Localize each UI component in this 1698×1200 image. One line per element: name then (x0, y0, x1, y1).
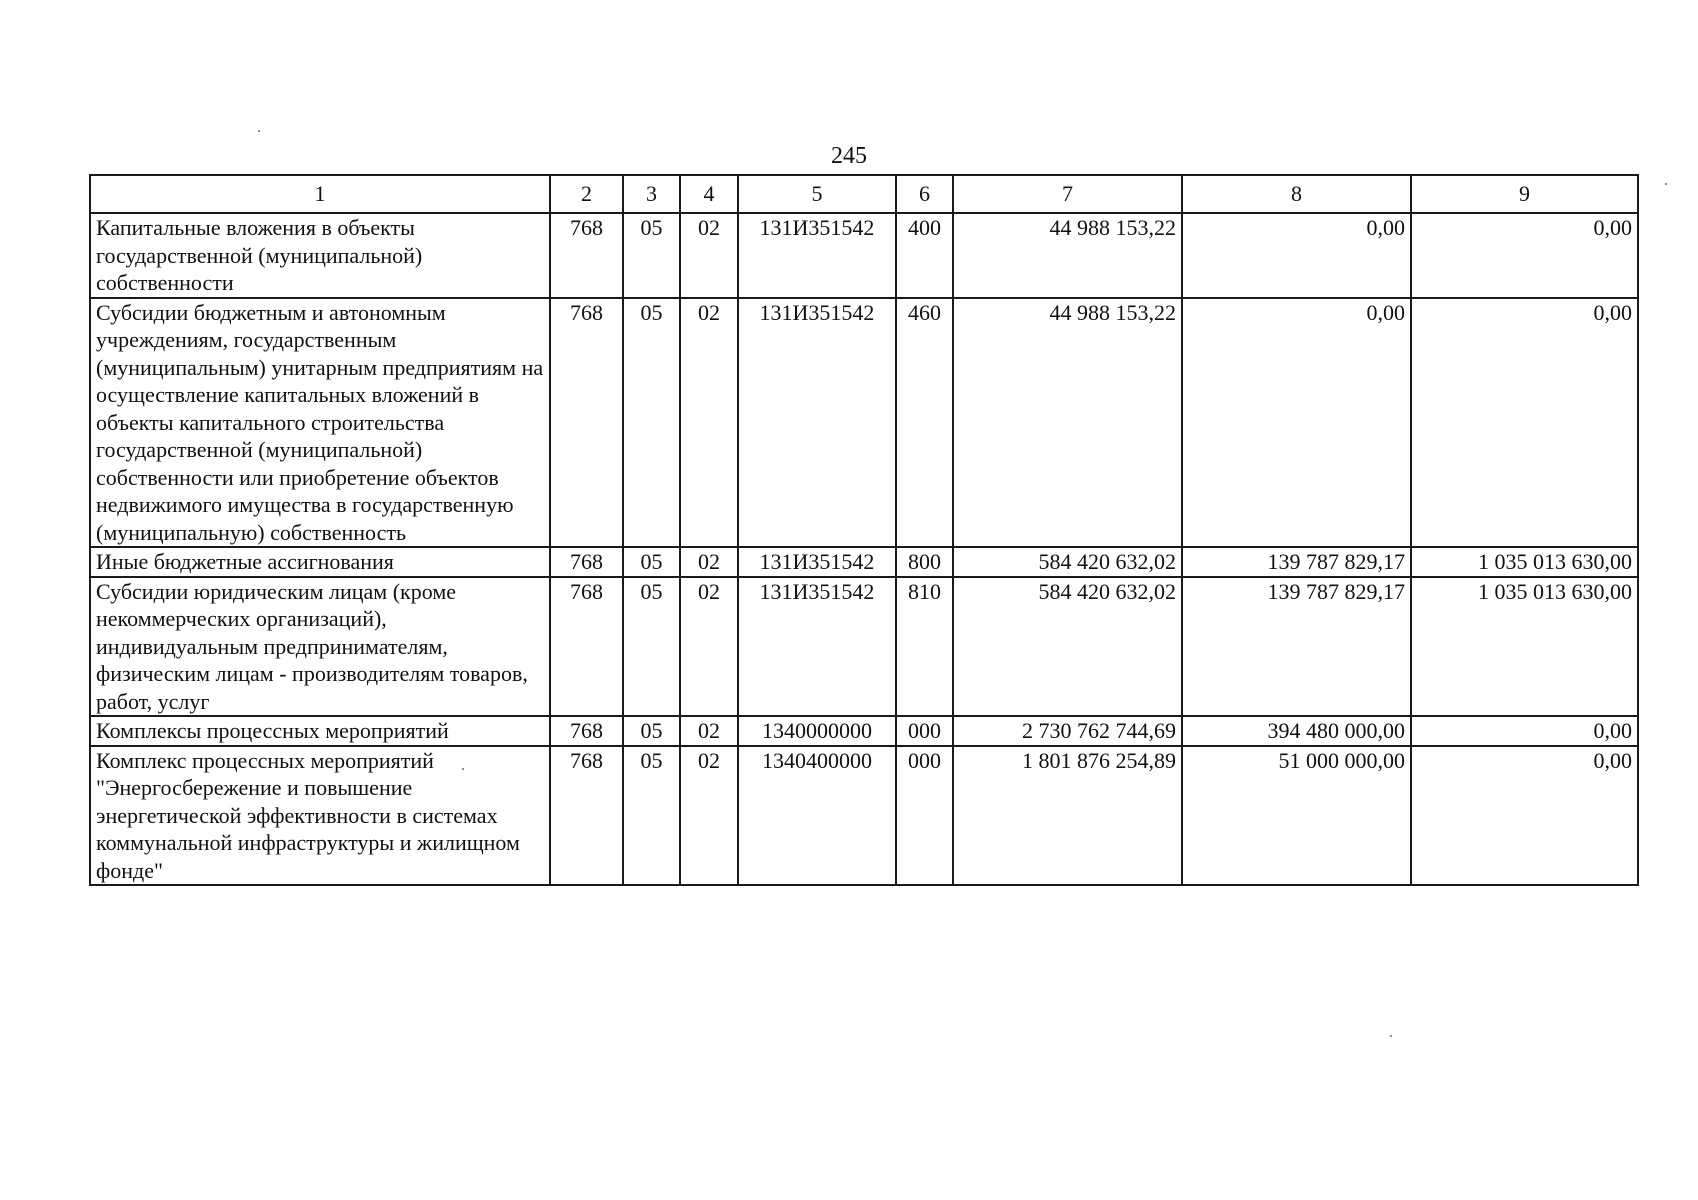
row-code-2: 768 (550, 716, 623, 746)
row-code-6: 810 (896, 577, 953, 717)
row-code-6: 000 (896, 746, 953, 886)
column-header: 2 (550, 175, 623, 213)
table-row (90, 213, 1638, 298)
column-header: 8 (1182, 175, 1411, 213)
scan-speck (1390, 1035, 1392, 1037)
row-name: Субсидии бюджетным и автономным учреждениям, государственным (муниципальным) унитарным предприятиям на осуществление капитальных вложений в объекты капитального строительства государственной (муниципальной) собственности или приобретение объектов недвижимого имущества в государственную (муниципальную) собственность (90, 298, 550, 548)
row-amount-9: 1 035 013 630,00 (1411, 577, 1638, 717)
row-amount-7: 584 420 632,02 (953, 547, 1182, 577)
row-code-3: 05 (623, 746, 680, 886)
row-code-2: 768 (550, 213, 623, 298)
column-header: 6 (896, 175, 953, 213)
row-code-2: 768 (550, 298, 623, 548)
column-header: 5 (738, 175, 896, 213)
table-row (90, 577, 1638, 717)
budget-table (89, 174, 1639, 886)
page-number: 245 (831, 143, 867, 169)
column-header: 7 (953, 175, 1182, 213)
row-amount-8: 139 787 829,17 (1182, 577, 1411, 717)
row-code-6: 460 (896, 298, 953, 548)
row-code-3: 05 (623, 547, 680, 577)
row-amount-7: 44 988 153,22 (953, 298, 1182, 548)
row-code-3: 05 (623, 213, 680, 298)
table-row (90, 547, 1638, 577)
scan-speck (258, 130, 260, 132)
row-name: Комплекс процессных мероприятий "Энергосбережение и повышение энергетической эффективности в системах коммунальной инфраструктуры и жилищном фонде" (90, 746, 550, 886)
row-code-2: 768 (550, 746, 623, 886)
scan-speck (462, 768, 464, 770)
row-amount-8: 139 787 829,17 (1182, 547, 1411, 577)
row-code-4: 02 (680, 716, 738, 746)
row-name: Субсидии юридическим лицам (кроме некоммерческих организаций), индивидуальным предпринимателям, физическим лицам - производителям товаров, работ, услуг (90, 577, 550, 717)
row-code-5: 131И351542 (738, 547, 896, 577)
row-amount-9: 0,00 (1411, 716, 1638, 746)
column-header: 4 (680, 175, 738, 213)
row-amount-9: 0,00 (1411, 746, 1638, 886)
row-code-5: 131И351542 (738, 213, 896, 298)
row-code-2: 768 (550, 577, 623, 717)
row-amount-8: 0,00 (1182, 213, 1411, 298)
row-code-4: 02 (680, 298, 738, 548)
column-header: 1 (90, 175, 550, 213)
table-row (90, 716, 1638, 746)
row-code-3: 05 (623, 577, 680, 717)
row-code-4: 02 (680, 547, 738, 577)
row-amount-7: 44 988 153,22 (953, 213, 1182, 298)
table-row (90, 298, 1638, 548)
table-header-row (90, 175, 1638, 213)
row-code-3: 05 (623, 298, 680, 548)
row-code-4: 02 (680, 577, 738, 717)
scan-speck (1665, 183, 1667, 185)
row-amount-7: 1 801 876 254,89 (953, 746, 1182, 886)
row-name: Иные бюджетные ассигнования (90, 547, 550, 577)
table-row (90, 746, 1638, 886)
row-code-4: 02 (680, 746, 738, 886)
row-code-5: 131И351542 (738, 298, 896, 548)
row-amount-8: 51 000 000,00 (1182, 746, 1411, 886)
row-amount-7: 584 420 632,02 (953, 577, 1182, 717)
row-code-6: 400 (896, 213, 953, 298)
row-code-5: 1340400000 (738, 746, 896, 886)
row-code-6: 800 (896, 547, 953, 577)
row-amount-8: 394 480 000,00 (1182, 716, 1411, 746)
row-amount-8: 0,00 (1182, 298, 1411, 548)
row-amount-9: 1 035 013 630,00 (1411, 547, 1638, 577)
row-amount-9: 0,00 (1411, 298, 1638, 548)
row-name: Комплексы процессных мероприятий (90, 716, 550, 746)
row-code-4: 02 (680, 213, 738, 298)
row-amount-9: 0,00 (1411, 213, 1638, 298)
column-header: 3 (623, 175, 680, 213)
row-code-5: 1340000000 (738, 716, 896, 746)
row-code-2: 768 (550, 547, 623, 577)
row-amount-7: 2 730 762 744,69 (953, 716, 1182, 746)
row-name: Капитальные вложения в объекты государственной (муниципальной) собственности (90, 213, 550, 298)
row-code-6: 000 (896, 716, 953, 746)
row-code-5: 131И351542 (738, 577, 896, 717)
row-code-3: 05 (623, 716, 680, 746)
column-header: 9 (1411, 175, 1638, 213)
